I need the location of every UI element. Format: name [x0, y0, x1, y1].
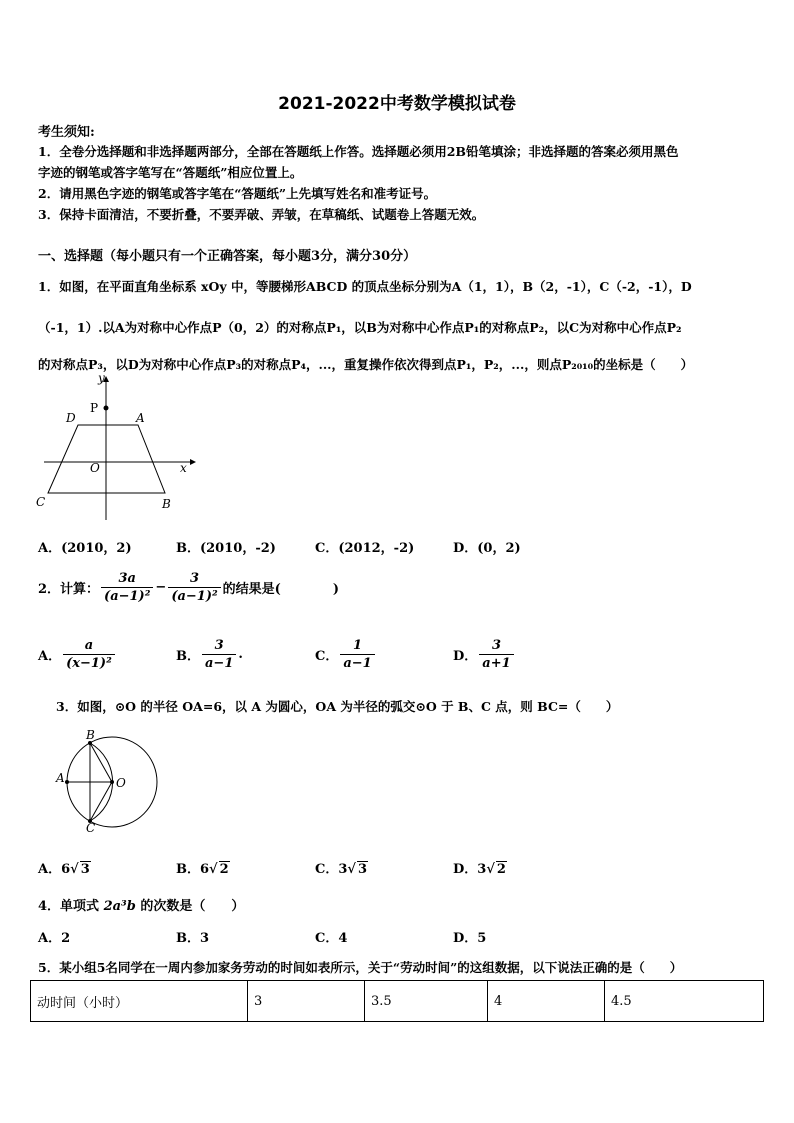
- q1-text-line-2: （-1，1）.以A为对称中心作点P（0，2）的对称点P₁，以B为对称中心作点P₁的对称点P₂，以C为对称中心作点P₂: [38, 320, 682, 335]
- notice-line-3: 3．保持卡面清洁，不要折叠，不要弄破、弄皱，在草稿纸、试题卷上答题无效。: [38, 207, 485, 222]
- q1-option-a[interactable]: A．(2010，2): [38, 541, 132, 556]
- q2-minus: −: [155, 580, 167, 595]
- q2-option-a-fraction: [63, 638, 115, 671]
- label-c: C: [36, 495, 46, 509]
- q2-option-d-label: D．: [453, 649, 478, 664]
- q3-text: 3．如图，⊙O 的半径 OA=6，以 A 为圆心，OA 为半径的弧交⊙O 于 B、C 点，则 BC=（ ）: [56, 699, 619, 714]
- q1-text-line-3: 的对称点P₃，以D为对称中心作点P₃的对称点P₄，...，重复操作依次得到点P₁，P₂，...，则点P₂₀₁₀的坐标是（ ）: [38, 357, 694, 372]
- q2-option-d-fraction: [479, 638, 513, 671]
- point-o: [110, 780, 114, 784]
- x-axis-arrow: [190, 459, 196, 465]
- q4-option-b[interactable]: B．3: [176, 931, 210, 946]
- table-cell: 4: [488, 981, 605, 1022]
- label-p: P: [90, 401, 99, 415]
- q3-option-d[interactable]: [453, 858, 507, 877]
- q2-fraction-1: [101, 571, 153, 604]
- notice-line-1b: 字迹的钢笔或答字笔写在“答题纸”相应位置上。: [38, 165, 303, 180]
- q2-option-a-label: A．: [38, 649, 62, 664]
- sqrt-icon: √: [70, 862, 79, 877]
- notice-line-1: 1．全卷分选择题和非选择题两部分，全部在答题纸上作答。选择题必须用2B铅笔填涂；非选择题的答案必须用黑色: [38, 144, 679, 159]
- q4-suffix: 的次数是（ ）: [135, 899, 245, 914]
- notice-heading: 考生须知:: [38, 125, 95, 140]
- q2-option-b-numerator: 3: [214, 638, 224, 653]
- q4-prefix: 4．单项式: [38, 899, 104, 914]
- q2-stem: [38, 571, 339, 604]
- table-cell-header: 动时间（小时）: [31, 981, 248, 1022]
- segment-bo: [90, 743, 112, 782]
- q3-option-c-radicand: 3: [357, 862, 367, 877]
- q3-option-b-label: B．6: [176, 862, 210, 877]
- q3-option-a-radicand: 3: [80, 862, 90, 877]
- q1-option-c[interactable]: C．(2012，-2): [315, 541, 415, 556]
- q2-option-c[interactable]: [315, 638, 377, 671]
- q2-option-b-label: B．: [176, 649, 200, 664]
- point-p: [104, 406, 109, 411]
- q3-option-c-label: C．3: [315, 862, 348, 877]
- q2-fraction-1-numerator: 3a: [118, 571, 136, 586]
- q2-fraction-2-denominator: (a−1)²: [168, 587, 220, 604]
- label-b: B: [162, 497, 171, 511]
- q4-expression: 2a³b: [103, 899, 136, 914]
- point-a: [65, 780, 69, 784]
- table-cell: 4.5: [605, 981, 764, 1022]
- q3-option-d-radicand: 2: [496, 862, 506, 877]
- q2-fraction-2-numerator: 3: [189, 571, 200, 586]
- q2-option-b[interactable]: [176, 638, 243, 671]
- table-cell: 3: [248, 981, 365, 1022]
- notice-line-2: 2．请用黑色字迹的钢笔或答字笔在“答题纸”上先填写姓名和准考证号。: [38, 186, 437, 201]
- label-d: D: [66, 411, 76, 425]
- section-heading: 一、选择题（每小题只有一个正确答案，每小题3分，满分30分）: [38, 249, 417, 264]
- q3-option-a[interactable]: [38, 858, 91, 877]
- q4-stem: [38, 895, 244, 914]
- q2-option-b-fraction: [202, 638, 236, 671]
- q1-trapezoid-figure: [30, 372, 200, 524]
- sqrt-icon: √: [486, 862, 495, 877]
- q2-fraction-2: [168, 571, 220, 604]
- q2-option-a[interactable]: [38, 638, 117, 671]
- q3-option-a-label: A．6: [38, 862, 71, 877]
- label-x: x: [180, 461, 187, 475]
- q3-circle-figure: [54, 727, 158, 835]
- q2-option-a-numerator: a: [84, 638, 94, 653]
- label-b: B: [86, 728, 95, 742]
- q2-option-d-numerator: 3: [491, 638, 501, 653]
- label-c: C: [86, 821, 96, 835]
- q1-option-b[interactable]: B．(2010，-2): [176, 541, 276, 556]
- table-row: [31, 981, 764, 1022]
- q3-option-b-radicand: 2: [219, 862, 229, 877]
- q2-option-b-tail: .: [238, 647, 243, 662]
- label-a: A: [56, 771, 65, 785]
- q1-text-line-1: 1．如图，在平面直角坐标系 xOy 中，等腰梯形ABCD 的顶点坐标分别为A（1，1），B（2，-1），C（-2，-1），D: [38, 279, 692, 294]
- sqrt-icon: √: [347, 862, 356, 877]
- q2-option-c-numerator: 1: [353, 638, 363, 653]
- label-o: O: [90, 461, 100, 475]
- q2-prefix: 2．计算：: [38, 582, 100, 597]
- q2-fraction-1-denominator: (a−1)²: [101, 587, 153, 604]
- page-title: 2021-2022中考数学模拟试卷: [278, 94, 516, 114]
- sqrt-icon: √: [209, 862, 218, 877]
- q2-option-c-label: C．: [315, 649, 339, 664]
- label-o: O: [116, 776, 126, 790]
- q4-option-c[interactable]: C．4: [315, 931, 348, 946]
- table-cell: 3.5: [365, 981, 488, 1022]
- q2-option-d[interactable]: [453, 638, 516, 671]
- q2-option-d-denominator: a+1: [479, 654, 513, 671]
- q4-option-d[interactable]: D．5: [453, 931, 487, 946]
- q1-option-d[interactable]: D．(0，2): [453, 541, 521, 556]
- segment-co: [90, 782, 112, 821]
- q4-option-a[interactable]: A．2: [38, 931, 71, 946]
- q2-option-b-denominator: a−1: [202, 654, 236, 671]
- q2-suffix: 的结果是( ): [222, 582, 339, 597]
- label-a: A: [136, 411, 145, 425]
- label-y: y: [98, 372, 105, 385]
- q2-option-c-fraction: [340, 638, 374, 671]
- q5-text: 5．某小组5名同学在一周内参加家务劳动的时间如表所示，关于“劳动时间”的这组数据，以下说法正确的是（ ）: [38, 960, 683, 975]
- q2-option-c-denominator: a−1: [340, 654, 374, 671]
- q3-option-b[interactable]: [176, 858, 230, 877]
- q3-option-d-label: D．3: [453, 862, 487, 877]
- q2-option-a-denominator: (x−1)²: [63, 654, 115, 671]
- q3-option-c[interactable]: [315, 858, 368, 877]
- q5-table: [30, 980, 764, 1022]
